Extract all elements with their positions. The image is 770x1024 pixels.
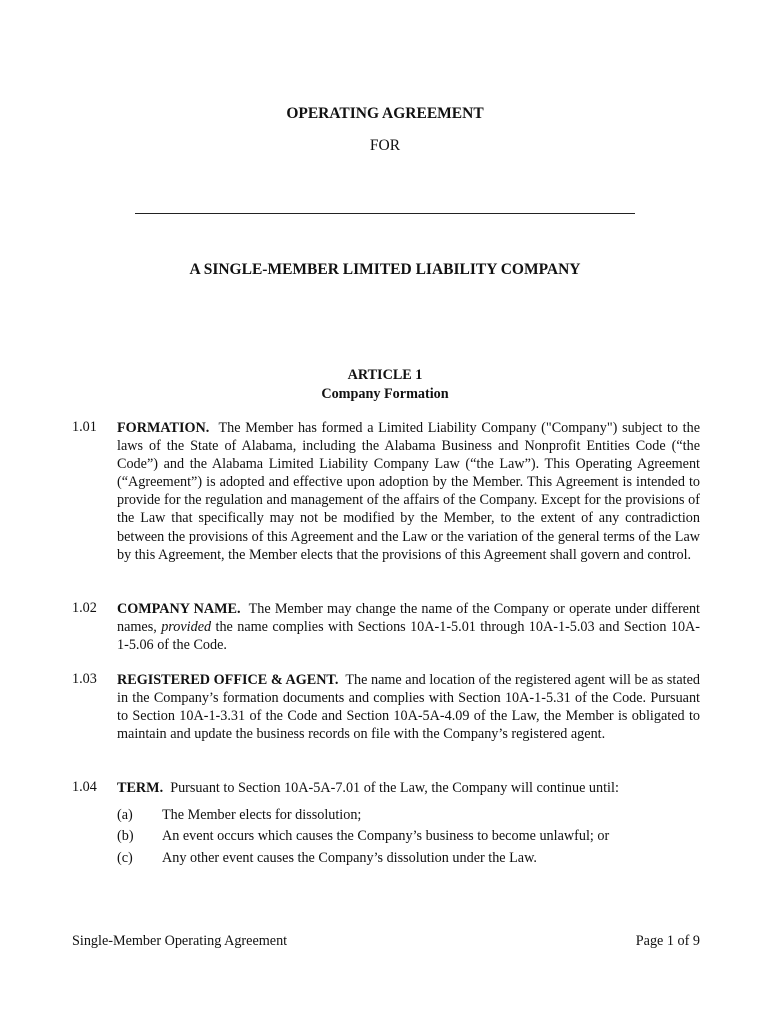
section-heading: TERM.	[117, 780, 164, 796]
article-heading	[0, 366, 770, 404]
document-for-label: FOR	[369, 137, 401, 154]
term-item-c	[117, 850, 700, 867]
section-heading: REGISTERED OFFICE & AGENT.	[117, 672, 339, 688]
section-body	[117, 419, 700, 564]
section-heading: FORMATION.	[117, 420, 210, 436]
section-text: The Member has formed a Limited Liability Company ("Company") subject to the laws of the State of Alabama, including the Alabama Business and Nonprofit Entities Code (“the Code”) and the Alabama Limited Liability Company Law (“the Law”). This Operating Agreement (“Agreement”) is adopted and effective upon adoption by the Member. This Agreement is intended to provide for the regulation and management of the affairs of the Company. Except for the provisions of the Law that specifically may not be modified by the Member, to the extent of any contradiction between the provisions of this Agreement and the Law or the variation of the general terms of the Law by this Agreement, the Member elects that the provisions of this Agreement shall govern and control.	[117, 420, 700, 563]
term-item-text: Any other event causes the Company’s dissolution under the Law.	[162, 850, 537, 866]
article-number: ARTICLE 1	[347, 367, 423, 383]
company-name-blank-line	[135, 213, 635, 214]
section-text: Pursuant to Section 10A-5A-7.01 of the Law, the Company will continue until:	[170, 780, 619, 796]
section-heading: COMPANY NAME.	[117, 601, 241, 617]
term-item-text: An event occurs which causes the Company’s business to become unlawful; or	[162, 828, 610, 844]
article-title: Company Formation	[321, 386, 449, 402]
section-1-02	[72, 600, 700, 654]
term-item-a	[117, 807, 700, 824]
section-1-01	[72, 419, 700, 564]
term-item-letter: (a)	[117, 807, 133, 823]
section-number: 1.04	[72, 779, 97, 795]
section-1-04	[72, 779, 700, 797]
section-body	[117, 600, 700, 654]
section-text: The Member may change the name of the Company or operate under different names,	[117, 601, 701, 636]
term-item-b	[117, 828, 700, 845]
section-italic-word: provided	[161, 619, 212, 636]
section-number: 1.03	[72, 671, 97, 687]
section-body	[117, 779, 700, 797]
document-subtitle: A SINGLE-MEMBER LIMITED LIABILITY COMPANY	[189, 261, 581, 278]
document-title: OPERATING AGREEMENT	[286, 105, 484, 122]
term-item-letter: (c)	[117, 850, 133, 866]
section-text-continued: the name complies with Sections 10A-1-5.01 through 10A-1-5.03 and Section 10A-1-5.06 of the Code.	[117, 619, 701, 654]
section-number: 1.02	[72, 600, 97, 616]
term-item-letter: (b)	[117, 828, 134, 844]
section-number: 1.01	[72, 419, 97, 435]
section-text: The name and location of the registered agent will be as stated in the Company’s formation documents and complies with Section 10A-1-5.31 of the Code. Pursuant to Section 10A-1-3.31 of the Code and Section 10A-5A-4.09 of the Law, the Member is obligated to maintain and update the business records on file with the Company’s registered agent.	[117, 672, 700, 743]
section-1-03	[72, 671, 700, 743]
footer-page-number: Page 1 of 9	[635, 933, 700, 949]
footer-document-name: Single-Member Operating Agreement	[72, 933, 288, 949]
section-body	[117, 671, 700, 743]
term-item-text: The Member elects for dissolution;	[162, 807, 362, 823]
